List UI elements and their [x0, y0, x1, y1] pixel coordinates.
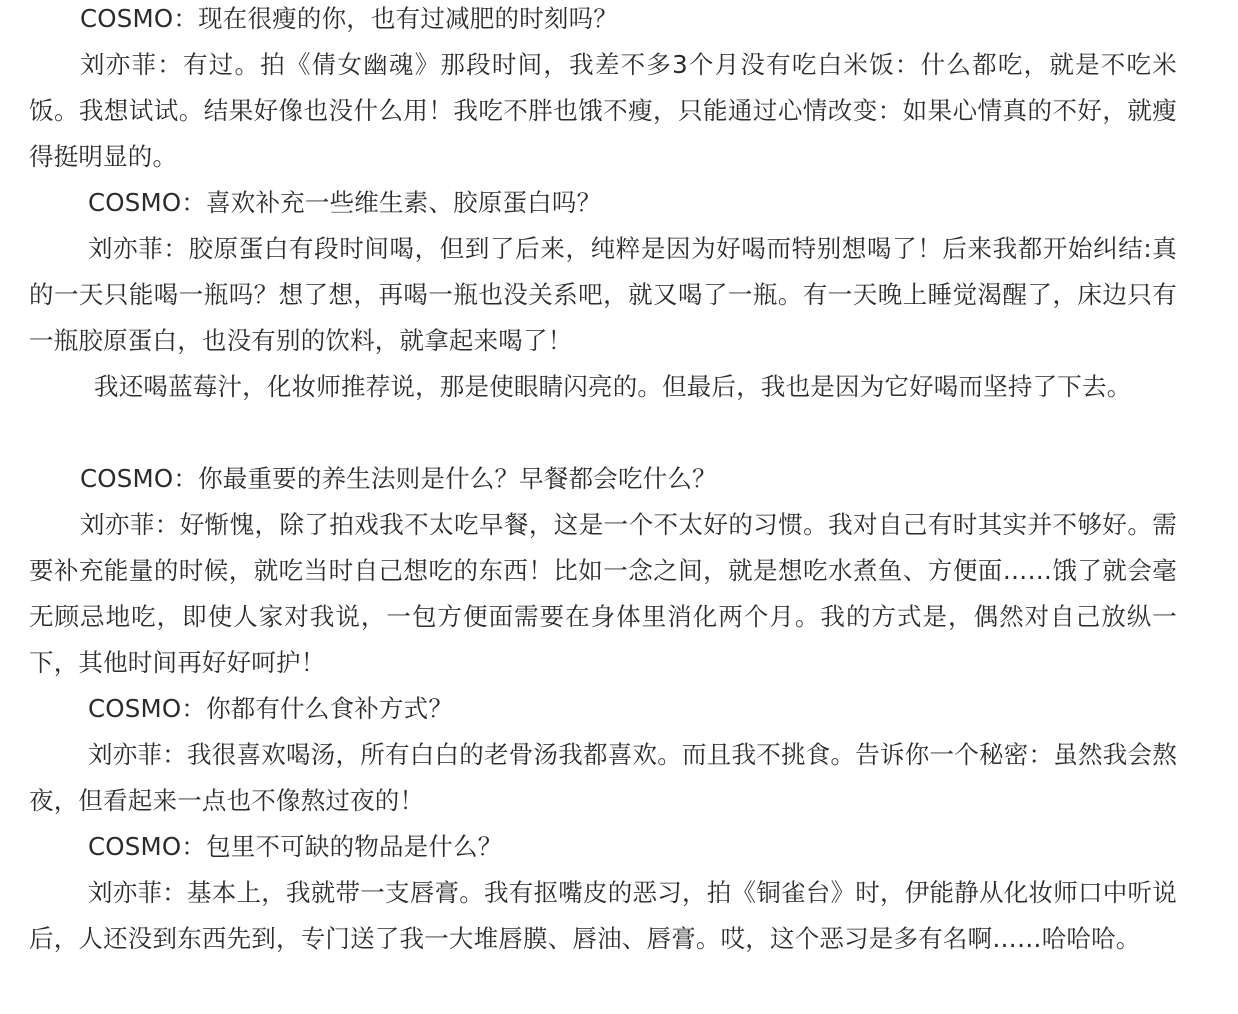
interview-answer: 刘亦菲：我很喜欢喝汤，所有白白的老骨汤我都喜欢。而且我不挑食。告诉你一个秘密：虽然我会熬夜，但看起来一点也不像熬过夜的！ [29, 740, 1177, 815]
interview-answer: 刘亦菲：好惭愧，除了拍戏我不太吃早餐，这是一个不太好的习惯。我对自己有时其实并不够好。需要补充能量的时候，就吃当时自己想吃的东西！比如一念之间，就是想吃水煮鱼、方便面……饿了就会毫无顾忌地吃，即使人家对我说，一包方便面需要在身体里消化两个月。我的方式是，偶然对自己放纵一下，其他时间再好好呵护！ [29, 510, 1177, 677]
interview-answer: 刘亦菲：基本上，我就带一支唇膏。我有抠嘴皮的恶习，拍《铜雀台》时，伊能静从化妆师口中听说后，人还没到东西先到，专门送了我一大堆唇膜、唇油、唇膏。哎，这个恶习是多有名啊……哈哈哈。 [29, 878, 1177, 953]
interview-answer-continued: 我还喝蓝莓汁，化妆师推荐说，那是使眼睛闪亮的。但最后，我也是因为它好喝而坚持了下去。 [94, 372, 1132, 401]
interview-question: COSMO：喜欢补充一些维生素、胶原蛋白吗？ [88, 188, 602, 217]
interview-question: COSMO：现在很瘦的你，也有过减肥的时刻吗？ [80, 4, 618, 33]
interview-question: COSMO：你最重要的养生法则是什么？早餐都会吃什么？ [80, 464, 717, 493]
interview-question: COSMO：包里不可缺的物品是什么？ [88, 832, 503, 861]
interview-question: COSMO：你都有什么食补方式？ [88, 694, 454, 723]
interview-answer: 刘亦菲：有过。拍《倩女幽魂》那段时间，我差不多3个月没有吃白米饭：什么都吃，就是不吃米饭。我想试试。结果好像也没什么用！我吃不胖也饿不瘦，只能通过心情改变：如果心情真的不好，就瘦得挺明显的。 [29, 50, 1177, 171]
interview-answer: 刘亦菲：胶原蛋白有段时间喝，但到了后来，纯粹是因为好喝而特别想喝了！后来我都开始纠结:真的一天只能喝一瓶吗？想了想，再喝一瓶也没关系吧，就又喝了一瓶。有一天晚上睡觉渴醒了，床边只有一瓶胶原蛋白，也没有别的饮料，就拿起来喝了！ [29, 234, 1177, 355]
